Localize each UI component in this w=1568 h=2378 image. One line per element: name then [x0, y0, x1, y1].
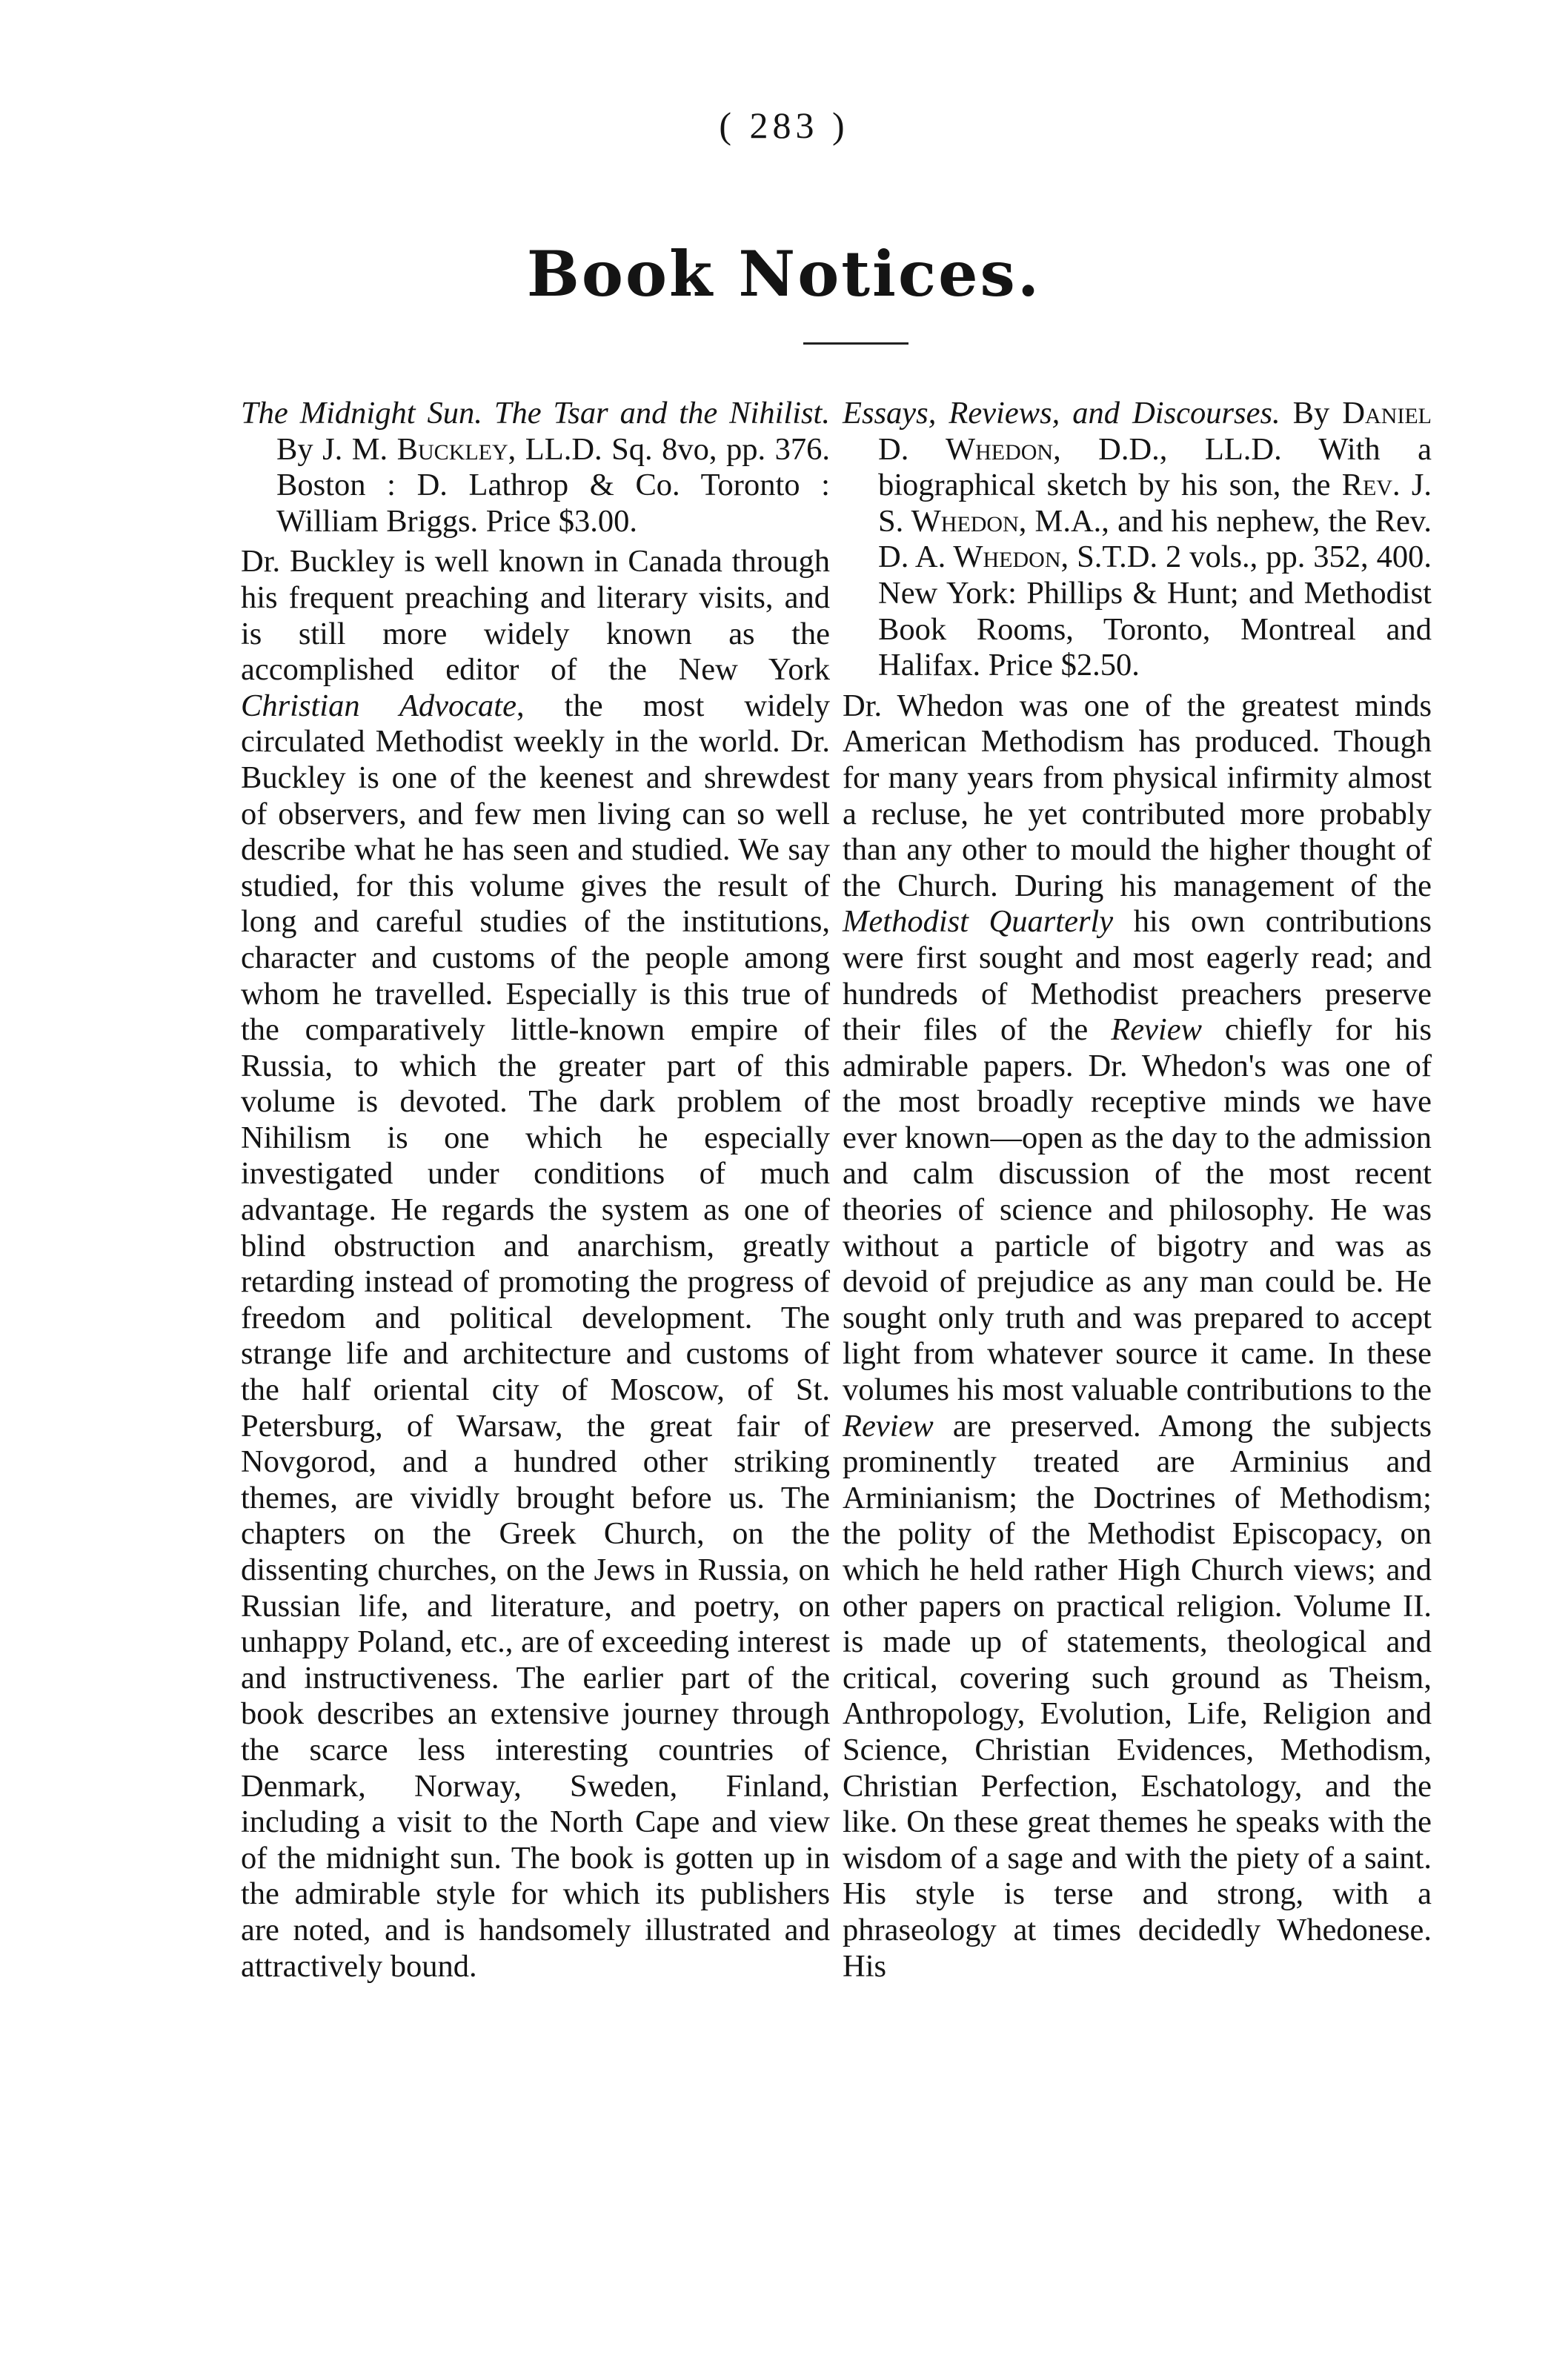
left-review-author-prefix: By [276, 431, 313, 467]
right-review-nephew: D. A. Whedon [878, 539, 1061, 575]
right-review-details-2: , M.A., and his nephew, the Rev. [1018, 503, 1432, 539]
left-review-body-part-1: Dr. Buckley is well known in Canada through his frequent preaching and literary visits, and is still more widely known as the accomplished editor of the New York [241, 544, 830, 688]
left-review-body [241, 544, 830, 1985]
right-column [843, 396, 1432, 1985]
left-review-details: , LL.D. Sq. 8vo, pp. 376. Boston : D. Lathrop & Co. Toronto : William Briggs. Price $3.00. [276, 431, 830, 539]
title-rule [803, 342, 908, 345]
right-review-body-italic-2: Review [1111, 1012, 1202, 1048]
right-review-author-prefix: By [1292, 396, 1330, 431]
right-review-body-part-2: his own contributions were first sought and most eagerly read; and hundreds of Methodist preachers preserve their files of the [843, 904, 1432, 1048]
right-review-details-1: , D.D., LL.D. With a biographical sketch by his son, the [878, 431, 1432, 503]
right-review-heading [843, 396, 1432, 684]
right-review-body-italic-1: Methodist Quarterly [843, 904, 1114, 940]
right-review-title: Essays, Reviews, and Discourses. [843, 396, 1280, 431]
right-review-author: Daniel D. Whedon [878, 396, 1432, 467]
right-review-son: Rev. J. S. Whedon [878, 468, 1432, 539]
page-number: ( 283 ) [719, 104, 849, 146]
left-review-title: The Midnight Sun. The Tsar and the Nihilist. [241, 396, 830, 431]
left-review-body-italic: Christian Advocate [241, 688, 516, 723]
right-review-body-part-1: Dr. Whedon was one of the greatest minds American Methodism has produced. Though for many years from physical infirmity almost a recluse, he yet contributed more probably than any other to mould the higher thought of the Church. During his management of the [843, 688, 1432, 903]
left-review-heading [241, 396, 830, 539]
right-review-body-part-3: chiefly for his admirable papers. Dr. Whedon's was one of the most broadly receptive minds we have ever known—open as the day to the admission and calm discussion of the most recent theories of science and philosophy. He was without a particle of bigotry and was as devoid of prejudice as any man could be. He sought only truth and was prepared to accept light from whatever source it came. In these volumes his most valuable contributions to the [843, 1012, 1432, 1408]
left-column [241, 396, 830, 1985]
right-review-details-3: , S.T.D. 2 vols., pp. 352, 400. New York: Phillips & Hunt; and Methodist Book Rooms, Toronto, Montreal and Halifax. Price $2.50. [878, 539, 1432, 683]
left-review-author: J. M. Buckley [322, 431, 508, 467]
right-review-body [843, 688, 1432, 1985]
right-review-body-part-4: are preserved. Among the subjects prominently treated are Arminius and Arminianism; the Doctrines of Methodism; the polity of the Methodist Episcopacy, on which he held rather High Church views; and other papers on practical religion. Volume II. is made up of statements, theological and critical, covering such ground as Theism, Anthropology, Evolution, Life, Religion and Science, Christian Evidences, Methodism, Christian Perfection, Eschatology, and the like. On these great themes he speaks with the wisdom of a sage and with the piety of a saint. His style is terse and strong, with a phraseology at times decidedly Whedonese. His [843, 1408, 1432, 1984]
section-title: Book Notices. [526, 237, 1042, 310]
left-review-body-part-2: , the most widely circulated Methodist weekly in the world. Dr. Buckley is one of the keenest and shrewdest of observers, and few men living can so well describe what he has seen and studied. We say studied, for this volume gives the result of long and careful studies of the institutions, character and customs of the people among whom he travelled. Especially is this true of the comparatively little-known empire of Russia, to which the greater part of this volume is devoted. The dark problem of Nihilism is one which he especially investigated under conditions of much advantage. He regards the system as one of blind obstruction and anarchism, greatly retarding instead of promoting the progress of freedom and political development. The strange life and architecture and customs of the half oriental city of Moscow, of St. Petersburg, of Warsaw, the great fair of Novgorod, and a hundred other striking themes, are vividly brought before us. The chapters on the Greek Church, on the dissenting churches, on the Jews in Russia, on Russian life, and literature, and poetry, on unhappy Poland, etc., are of exceeding interest and instructiveness. The earlier part of the book describes an extensive journey through the scarce less interesting countries of Denmark, Norway, Sweden, Finland, including a visit to the North Cape and view of the midnight sun. The book is gotten up in the admirable style for which its publishers are noted, and is handsomely illustrated and attractively bound. [241, 688, 830, 1984]
right-review-body-italic-3: Review [843, 1408, 934, 1444]
